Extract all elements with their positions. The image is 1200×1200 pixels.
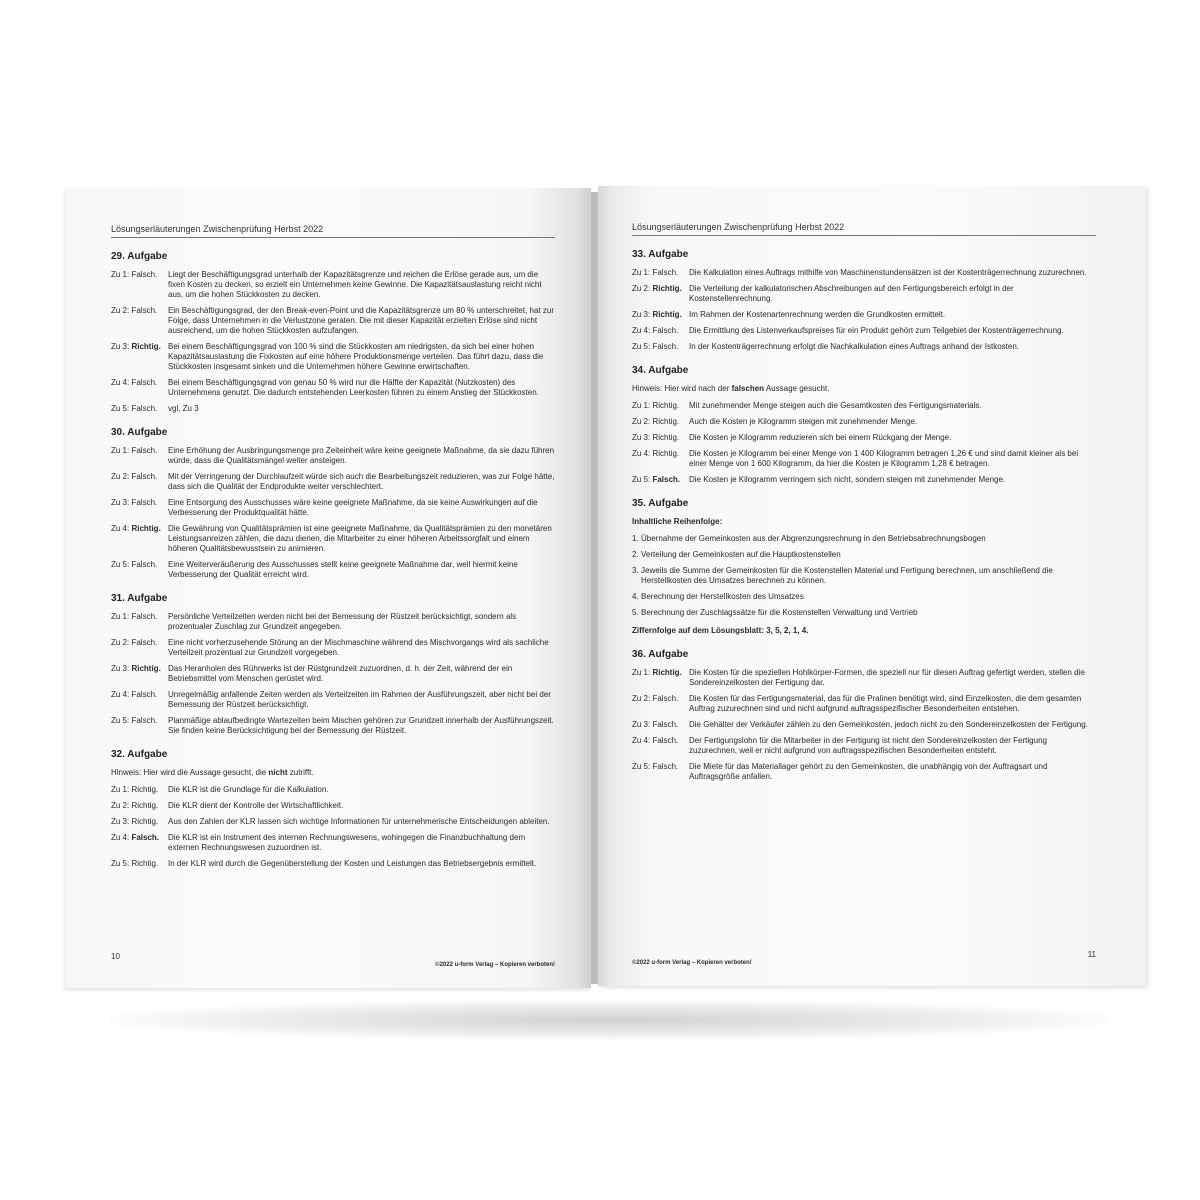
answer-entry <box>111 446 555 466</box>
list-text: Übernahme der Gemeinkosten aus der Abgrenzungsrechnung in den Betriebsabrechnungsbogen <box>641 534 986 543</box>
section-35 <box>632 499 1096 636</box>
answer-tag: Zu 2: Richtig. <box>111 801 159 810</box>
answer-entry <box>632 694 1096 714</box>
answer-tag: Zu 4: Falsch. <box>632 326 679 335</box>
hint-prefix: Hinweis: Hier wird die Aussage gesucht, die <box>111 768 269 777</box>
section-title: 36. Aufgabe <box>632 649 689 660</box>
list-number: 3. <box>632 566 639 575</box>
answer-tag-prefix: Zu 3: <box>632 310 653 319</box>
copyright-notice: ©2022 u-form Verlag – Kopieren verboten! <box>435 962 555 968</box>
answer-text: Eine Weiterveräußerung des Ausschusses stellt keine geeignete Maßnahme dar, weil hiermit keine Verbesserung der Qualität erreicht wird. <box>168 560 518 579</box>
answer-text: Die Kosten je Kilogramm verringern sich nicht, sondern steigen mit zunehmender Menge. <box>689 475 1006 484</box>
answer-tag: Zu 4: Falsch. <box>111 690 158 699</box>
answer-text: Die Gewährung von Qualitätsprämien ist eine geeignete Maßnahme, da Qualitätsprämien zu den monetären Leistungsanreizen zählen, die dazu dienen, die Mitarbeiter zu einer höheren Arbeitssorgfalt und einem höheren Qualitätsbewusstsein zu animieren. <box>168 524 552 553</box>
list-item <box>632 608 1096 618</box>
answer-tag-prefix: Zu 4: <box>111 833 132 842</box>
answer-verdict: Richtig. <box>131 664 161 673</box>
answer-entry <box>111 378 555 398</box>
answer-text: Die Kosten für das Fertigungsmaterial, das für die Pralinen benötigt wird, sind Einzelkosten, die dem gesamten Auftrag zuzurechnen sind und nicht aufgrund auftragsspezifischer Besonderheiten entstehen. <box>689 694 1082 713</box>
answer-tag: Zu 1: Richtig. <box>111 785 159 794</box>
answer-entry <box>111 472 555 492</box>
answer-text: Die KLR dient der Kontrolle der Wirtschaftlichkeit. <box>168 801 344 810</box>
answer-entry <box>632 417 1096 427</box>
answer-tag-prefix: Zu 1: <box>632 668 653 677</box>
section-title: 29. Aufgabe <box>111 251 168 262</box>
list-number: 4. <box>632 592 639 601</box>
answer-text: Die Verteilung der kalkulatorischen Abschreibungen auf den Fertigungsbereich erfolgt in der Kostenstellenrechnung. <box>689 284 1014 303</box>
answer-entry <box>632 475 1096 485</box>
hint-text <box>632 384 1096 394</box>
page-number: 10 <box>111 952 120 961</box>
subheading: Inhaltliche Reihenfolge: <box>632 517 723 526</box>
answer-tag <box>111 524 168 554</box>
answer-text: Unregelmäßig anfallende Zeiten werden als Verteilzeiten im Rahmen der Ausführungszeit, aber nicht bei der Bemessung der Rüstzeit berücksichtigt. <box>168 690 551 709</box>
answer-text: In der Kostenträgerrechnung erfolgt die Nachkalkulation eines Auftrags anhand der Istkosten. <box>689 342 1019 351</box>
answer-text: Die KLR ist ein Instrument des internen Rechnungswesens, wohingegen die Finanzbuchhaltung dem externen Rechnungswesen zuzuordnen ist. <box>168 833 526 852</box>
answer-entry <box>111 638 555 658</box>
answer-tag: Zu 4: Falsch. <box>111 378 158 387</box>
answer-tag: Zu 4: Richtig. <box>632 449 680 458</box>
answer-entry <box>632 342 1096 352</box>
answer-tag: Zu 1: Falsch. <box>632 268 679 277</box>
left-page <box>66 188 591 988</box>
answer-entry <box>632 668 1096 688</box>
answer-tag <box>632 284 689 304</box>
section-30 <box>111 428 555 580</box>
answer-tag-prefix: Zu 3: <box>111 342 132 351</box>
answer-tag: Zu 4: Falsch. <box>632 736 679 745</box>
answer-text: Die Kalkulation eines Auftrags mithilfe von Maschinenstundensätzen ist der Kostenträgerrechnung zuzurechnen. <box>689 268 1087 277</box>
answer-tag: Zu 2: Falsch. <box>111 638 158 647</box>
hint-emphasis: nicht <box>268 768 288 777</box>
answer-verdict: Falsch. <box>131 833 160 842</box>
page-number: 11 <box>1087 950 1096 959</box>
answer-tag <box>632 310 689 320</box>
answer-tag-prefix: Zu 3: <box>111 664 132 673</box>
answer-text: Die Kosten für die speziellen Hohlkörper-Formen, die speziell nur für diesen Auftrag gefertigt werden, stellen die Sondereinzelkosten der Fertigung dar. <box>689 668 1085 687</box>
answer-entry <box>111 716 555 736</box>
answer-tag <box>632 668 689 688</box>
hint-prefix: Hinweis: Hier wird nach der <box>632 384 732 393</box>
answer-entry <box>111 306 555 336</box>
answer-text: Die Miete für das Materiallager gehört zu den Gemeinkosten, die unabhängig von der Auftragsart und Auftragsgröße anfallen. <box>689 762 1048 781</box>
section-title: 33. Aufgabe <box>632 249 689 260</box>
answer-entry <box>632 326 1096 336</box>
answer-tag: Zu 1: Richtig. <box>632 401 680 410</box>
answer-tag: Zu 2: Falsch. <box>111 472 158 481</box>
answer-verdict: Falsch. <box>652 475 681 484</box>
answer-entry <box>111 612 555 632</box>
answer-tag: Zu 3: Falsch. <box>632 720 679 729</box>
book-shadow <box>110 1000 1110 1040</box>
list-text: Berechnung der Zuschlagssätze für die Kostenstellen Verwaltung und Vertrieb <box>641 608 918 617</box>
section-title: 31. Aufgabe <box>111 593 168 604</box>
answer-text: In der KLR wird durch die Gegenüberstellung der Kosten und Leistungen das Betriebsergebnis ermittelt. <box>168 859 537 868</box>
answer-verdict: Richtig. <box>652 310 682 319</box>
answer-entry <box>111 817 555 827</box>
answer-entry <box>111 270 555 300</box>
answer-entry <box>111 785 555 795</box>
answer-entry <box>632 433 1096 443</box>
answer-text: Die Kosten je Kilogramm bei einer Menge von 1 400 Kilogramm betragen 1,26 € und sind damit kleiner als bei einer Menge von 1 600 Kilogramm, da hier die Kosten je Kilogramm 1,28 € betragen. <box>689 449 1079 468</box>
answer-tag: Zu 5: Falsch. <box>632 342 679 351</box>
answer-verdict: Richtig. <box>652 284 682 293</box>
answer-tag: Zu 2: Richtig. <box>632 417 680 426</box>
answer-entry <box>111 342 555 372</box>
answer-tag: Zu 1: Falsch. <box>111 446 158 455</box>
answer-tag: Zu 5: Richtig. <box>111 859 159 868</box>
answer-text: Eine Erhöhung der Ausbringungsmenge pro Zeiteinheit wäre keine geeignete Maßnahme, da sie dazu führen würde, dass die Qualitätsmängel weiter ansteigen. <box>168 446 555 465</box>
answer-tag <box>632 475 689 485</box>
answer-verdict: Richtig. <box>652 668 682 677</box>
answer-text: Im Rahmen der Kostenartenrechnung werden die Grundkosten ermittelt. <box>689 310 946 319</box>
answer-entry <box>111 404 555 414</box>
answer-entry <box>632 268 1096 278</box>
answer-entry <box>632 401 1096 411</box>
answer-entry <box>632 720 1096 730</box>
answer-entry <box>111 524 555 554</box>
page-header: Lösungserläuterungen Zwischenprüfung Herbst 2022 <box>632 222 1096 236</box>
answer-tag: Zu 5: Falsch. <box>111 404 158 413</box>
answer-text: Auch die Kosten je Kilogramm steigen mit zunehmender Menge. <box>689 417 918 426</box>
copyright-notice: ©2022 u-form Verlag – Kopieren verboten! <box>632 960 752 966</box>
answer-text: Die Gehälter der Verkäufer zählen zu den Gemeinkosten, jedoch nicht zu den Sondereinzelkosten der Fertigung. <box>689 720 1088 729</box>
section-31 <box>111 594 555 736</box>
answer-tag: Zu 5: Falsch. <box>111 716 158 725</box>
answer-tag <box>111 342 168 372</box>
answer-text: Bei einem Beschäftigungsgrad von genau 50 % wird nur die Hälfte der Kapazität (Nutzkosten) des Unternehmens genutzt. Die dadurch entstehenden Leerkosten führen zu einem Anstieg der Stückkosten. <box>168 378 539 397</box>
section-33 <box>632 250 1096 352</box>
answer-entry <box>632 310 1096 320</box>
answer-tag: Zu 2: Falsch. <box>632 694 679 703</box>
answer-entry <box>632 284 1096 304</box>
answer-tag: Zu 3: Falsch. <box>111 498 158 507</box>
section-title: 35. Aufgabe <box>632 498 689 509</box>
answer-tag: Zu 5: Falsch. <box>111 560 158 569</box>
answer-text: Der Fertigungslohn für die Mitarbeiter in der Fertigung ist nicht den Sondereinzelkosten der Fertigung zuzurechnen, weil er nicht aufgrund von auftragsspezifischen Besonderheiten entsteht. <box>689 736 1047 755</box>
answer-tag-prefix: Zu 4: <box>111 524 132 533</box>
answer-text: Liegt der Beschäftigungsgrad unterhalb der Kapazitätsgrenze und reichen die Erlöse gerade aus, um die fixen Kosten zu decken, so erzielt ein Unternehmen keine Gewinne. Die Kapazitätsauslastung reicht nicht aus, um die hohen Stückkosten zu decken. <box>168 270 542 299</box>
section-32 <box>111 750 555 869</box>
answer-entry <box>632 736 1096 756</box>
answer-entry <box>111 859 555 869</box>
list-number: 2. <box>632 550 639 559</box>
answer-text: Planmäßige ablaufbedingte Wartezeiten beim Mischen gehören zur Grundzeit innerhalb der Ausführungszeit. Sie finden keine Berücksichtigung bei der Bemessung der Rüstzeit. <box>168 716 554 735</box>
answer-text: Die KLR ist die Grundlage für die Kalkulation. <box>168 785 329 794</box>
list-item <box>632 592 1096 602</box>
hint-text <box>111 768 555 778</box>
list-item <box>632 550 1096 560</box>
answer-entry <box>111 801 555 811</box>
answer-text: Mit der Verringerung der Durchlaufzeit würde sich auch die Bearbeitungszeit reduzieren, was zur Folge hätte, dass sich die Qualität der Endprodukte weiter verschlechtert. <box>168 472 555 491</box>
list-text: Jeweils die Summe der Gemeinkosten für die Kostenstellen Material und Fertigung berechnen, um anschließend die Herstellkosten des Umsatzes berechnen zu können. <box>641 566 1053 585</box>
page-header: Lösungserläuterungen Zwischenprüfung Herbst 2022 <box>111 224 555 238</box>
answer-entry <box>111 560 555 580</box>
answer-tag: Zu 2: Falsch. <box>111 306 158 315</box>
answer-tag: Zu 3: Richtig. <box>111 817 159 826</box>
answer-verdict: Richtig. <box>131 524 161 533</box>
section-29 <box>111 252 555 414</box>
answer-tag <box>111 833 168 853</box>
page-footer <box>111 954 555 966</box>
answer-verdict: Richtig. <box>131 342 161 351</box>
answer-text: vgl. Zu 3 <box>168 404 199 413</box>
section-title: 30. Aufgabe <box>111 427 168 438</box>
answer-text: Persönliche Verteilzeiten werden nicht bei der Bemessung der Rüstzeit berücksichtigt, sondern als prozentualer Zuschlag zur Grundzeit angegeben. <box>168 612 517 631</box>
answer-text: Eine nicht vorherzusehende Störung an der Mischmaschine während des Mischvorgangs wird als sachliche Verteilzeit prozentual zur Grundzeit vorgegeben. <box>168 638 549 657</box>
list-number: 1. <box>632 534 639 543</box>
answer-text: Bei einem Beschäftigungsgrad von 100 % sind die Stückkosten am niedrigsten, da sich bei einer hohen Kapazitätsauslastung die Fixkosten auf eine höhere Produktionsmenge verteilen. Das führt dazu, dass die Stückkosten insgesamt sinken und die Unternehmen höhere Gewinne erwirtschaften. <box>168 342 544 371</box>
hint-suffix: zutrifft. <box>287 768 314 777</box>
section-34 <box>632 366 1096 485</box>
answer-tag-prefix: Zu 5: <box>632 475 653 484</box>
answer-entry <box>111 498 555 518</box>
hint-emphasis: falschen <box>731 384 765 393</box>
answer-entry <box>632 449 1096 469</box>
answer-sequence: Ziffernfolge auf dem Lösungsblatt: 3, 5, 2, 1, 4. <box>632 626 809 635</box>
hint-suffix: Aussage gesucht. <box>764 384 830 393</box>
answer-tag: Zu 1: Falsch. <box>111 612 158 621</box>
answer-text: Aus den Zahlen der KLR lassen sich wichtige Informationen für unternehmerische Entscheidungen ableiten. <box>168 817 550 826</box>
answer-text: Ein Beschäftigungsgrad, der den Break-even-Point und die Kapazitätsgrenze um 80 % unterschreitet, hat zur Folge, dass Unternehmen in die Verlustzone geraten. Die mit dieser Kapazität erzielten Erlöse sind nicht ausreichend, um die hohen Stückkosten aufzufangen. <box>168 306 555 335</box>
section-36 <box>632 650 1096 782</box>
list-item <box>632 566 1096 586</box>
answer-text: Die Kosten je Kilogramm reduzieren sich bei einem Rückgang der Menge. <box>689 433 952 442</box>
answer-entry <box>111 690 555 710</box>
section-title: 32. Aufgabe <box>111 749 168 760</box>
answer-text: Mit zunehmender Menge steigen auch die Gesamtkosten des Fertigungsmaterials. <box>689 401 982 410</box>
answer-entry <box>632 762 1096 782</box>
list-text: Berechnung der Herstellkosten des Umsatzes <box>641 592 804 601</box>
answer-tag-prefix: Zu 2: <box>632 284 653 293</box>
answer-tag: Zu 5: Falsch. <box>632 762 679 771</box>
answer-text: Das Heranholen des Rührwerks ist der Rüstgrundzeit zuzuordnen, d. h. der Zeit, während der ein Betriebsmittel vom Menschen gerüstet wird. <box>168 664 513 683</box>
answer-text: Die Ermittlung des Listenverkaufspreises für ein Produkt gehört zum Teilgebiet der Kostenträgerrechnung. <box>689 326 1064 335</box>
list-item <box>632 534 1096 544</box>
answer-entry <box>111 664 555 684</box>
section-title: 34. Aufgabe <box>632 365 689 376</box>
answer-tag <box>111 664 168 684</box>
page-footer <box>632 952 1096 964</box>
list-number: 5. <box>632 608 639 617</box>
answer-text: Eine Entsorgung des Ausschusses wäre keine geeignete Maßnahme, da sie keine Auswirkungen auf die Verbesserung der Produktqualität hätte. <box>168 498 538 517</box>
answer-tag: Zu 3: Richtig. <box>632 433 680 442</box>
right-page <box>598 186 1146 986</box>
answer-tag: Zu 1: Falsch. <box>111 270 158 279</box>
answer-entry <box>111 833 555 853</box>
list-text: Verteilung der Gemeinkosten auf die Hauptkostenstellen <box>641 550 841 559</box>
